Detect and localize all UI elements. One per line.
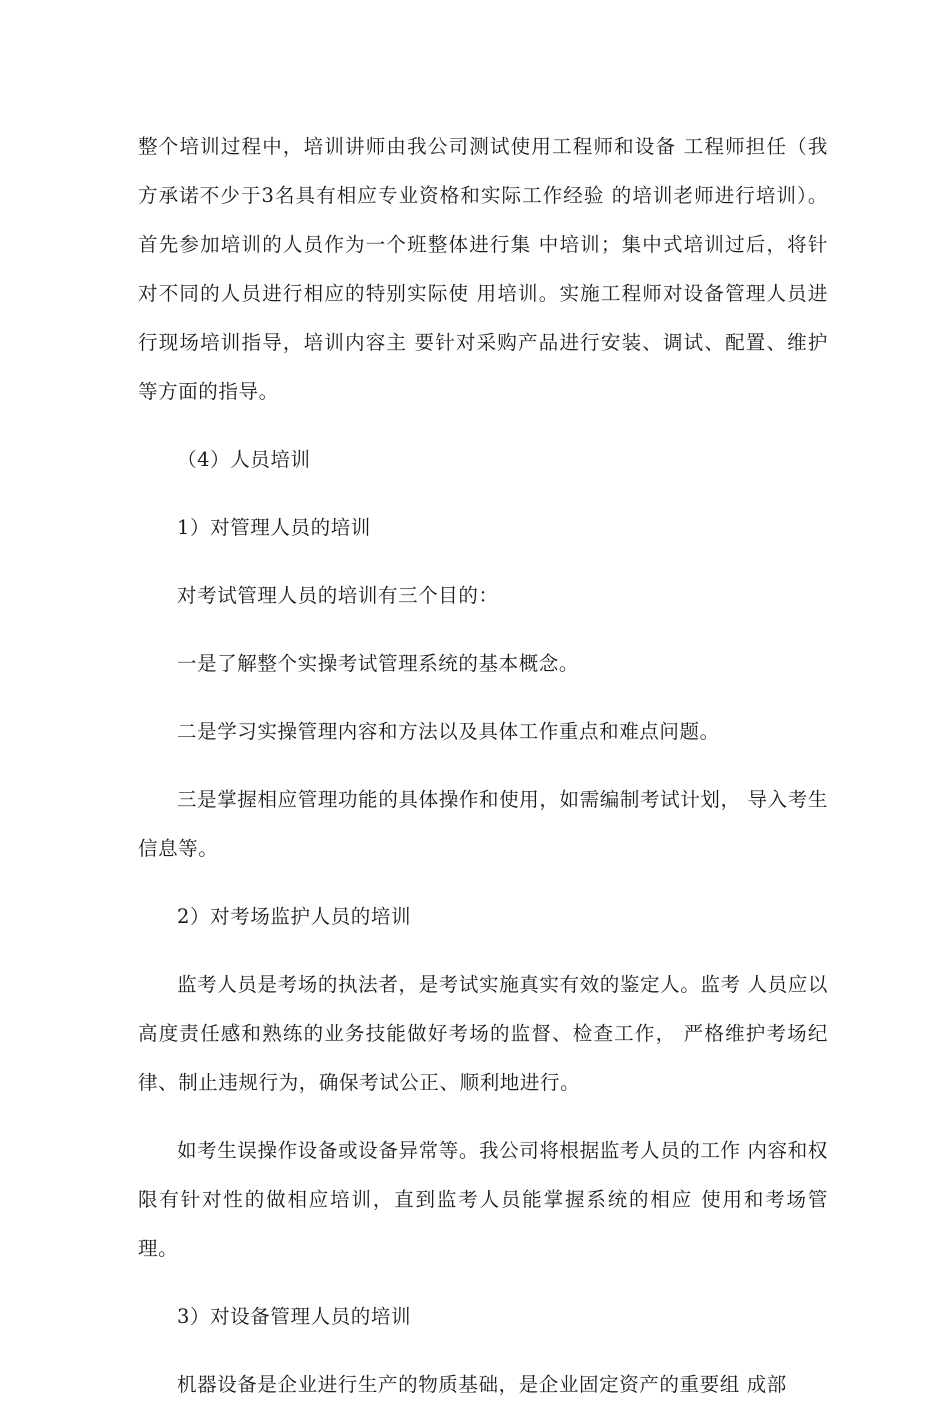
document-body: [138, 122, 828, 1428]
paragraph-equipment-basis: 机器设备是企业进行生产的物质基础，是企业固定资产的重要组 成部: [177, 1373, 787, 1396]
paragraph-goal-one: 一是了解整个实操考试管理系统的基本概念。: [177, 652, 580, 675]
paragraph-three-goals: 对考试管理人员的培训有三个目的：: [177, 584, 499, 607]
heading-proctor-training: 2）对考场监护人员的培训: [177, 905, 412, 928]
paragraph-proctor-training-content: 如考生误操作设备或设备异常等。我公司将根据监考人员的工作 内容和权限有针对性的做相应培训，直到监考人员能掌握系统的相应 使用和考场管理。: [138, 1139, 828, 1260]
paragraph-goal-two: 二是学习实操管理内容和方法以及具体工作重点和难点问题。: [177, 720, 720, 743]
heading-equipment-manager-training: 3）对设备管理人员的培训: [177, 1305, 412, 1328]
heading-manager-training: 1）对管理人员的培训: [177, 516, 371, 539]
heading-personnel-training: （4）人员培训: [177, 448, 311, 471]
paragraph-proctor-role: 监考人员是考场的执法者，是考试实施真实有效的鉴定人。监考 人员应以高度责任感和熟练的业务技能做好考场的监督、检查工作， 严格维护考场纪律、制止违规行为，确保考试公正、顺利地进行。: [138, 973, 828, 1094]
paragraph-training-process: 整个培训过程中，培训讲师由我公司测试使用工程师和设备 工程师担任（我方承诺不少于3名具有相应专业资格和实际工作经验 的培训老师进行培训）。首先参加培训的人员作为一个班整体进行集 中培训；集中式培训过后，将针对不同的人员进行相应的特别实际使 用培训。实施工程师对设备管理人员进行现场培训指导，培训内容主 要针对采购产品进行安装、调试、配置、维护等方面的指导。: [138, 135, 828, 403]
paragraph-goal-three: 三是掌握相应管理功能的具体操作和使用，如需编制考试计划， 导入考生信息等。: [138, 788, 828, 860]
